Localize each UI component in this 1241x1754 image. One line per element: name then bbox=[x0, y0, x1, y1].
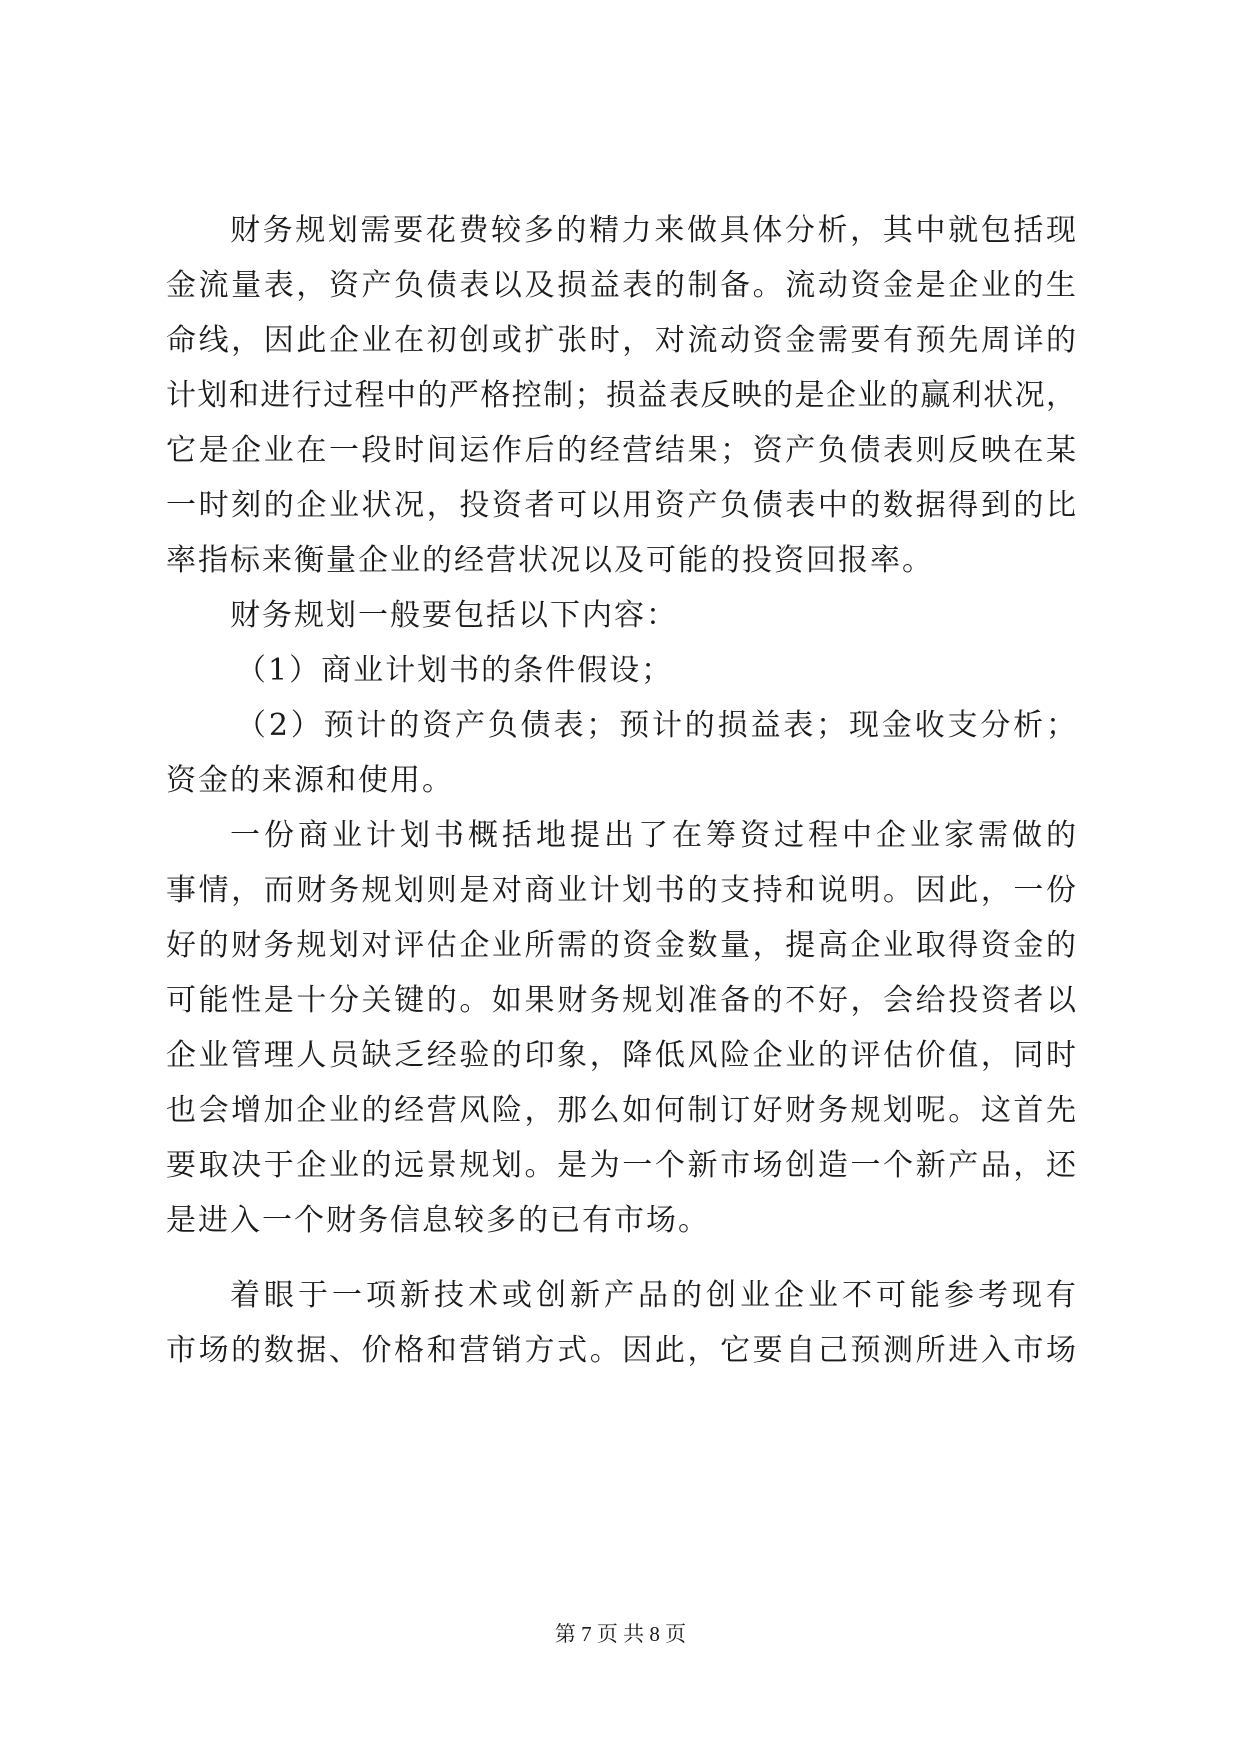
paragraph-3-line-1: 一份商业计划书概括地提出了在筹资过程中企业家需做的 bbox=[230, 818, 1076, 853]
page-number-footer: 第 7 页 共 8 页 bbox=[554, 1622, 687, 1646]
paragraph-4-line-2: 市场的数据、价格和营销方式。因此，它要自己预测所进入市场 bbox=[166, 1333, 1076, 1368]
paragraph-1-line-2: 金流量表，资产负债表以及损益表的制备。流动资金是企业的生 bbox=[166, 268, 1076, 303]
list-item-1: （1）商业计划书的条件假设； bbox=[236, 653, 674, 688]
paragraph-1-line-4: 计划和进行过程中的严格控制；损益表反映的是企业的赢利状况， bbox=[166, 378, 1076, 413]
paragraph-3-line-6: 也会增加企业的经营风险，那么如何制订好财务规划呢。这首先 bbox=[166, 1093, 1076, 1128]
paragraph-1-line-7: 率指标来衡量企业的经营状况以及可能的投资回报率。 bbox=[166, 543, 934, 578]
paragraph-3-line-7: 要取决于企业的远景规划。是为一个新市场创造一个新产品，还 bbox=[166, 1148, 1076, 1183]
paragraph-1-line-1: 财务规划需要花费较多的精力来做具体分析，其中就包括现 bbox=[230, 213, 1076, 248]
paragraph-4-line-1: 着眼于一项新技术或创新产品的创业企业不可能参考现有 bbox=[230, 1278, 1076, 1313]
paragraph-1-line-3: 命线，因此企业在初创或扩张时，对流动资金需要有预先周详的 bbox=[166, 323, 1076, 358]
paragraph-3-line-2: 事情，而财务规划则是对商业计划书的支持和说明。因此，一份 bbox=[166, 873, 1076, 908]
paragraph-1-line-6: 一时刻的企业状况，投资者可以用资产负债表中的数据得到的比 bbox=[166, 488, 1076, 523]
paragraph-2-line-1: 财务规划一般要包括以下内容： bbox=[230, 598, 678, 633]
paragraph-3-line-4: 可能性是十分关键的。如果财务规划准备的不好，会给投资者以 bbox=[166, 983, 1076, 1018]
paragraph-1-line-5: 它是企业在一段时间运作后的经营结果；资产负债表则反映在某 bbox=[166, 433, 1076, 468]
paragraph-3-line-3: 好的财务规划对评估企业所需的资金数量，提高企业取得资金的 bbox=[166, 928, 1076, 963]
list-item-2-line-2: 资金的来源和使用。 bbox=[166, 763, 454, 798]
list-item-2-line-1: （2）预计的资产负债表；预计的损益表；现金收支分析； bbox=[236, 708, 1076, 743]
paragraph-3-line-5: 企业管理人员缺乏经验的印象，降低风险企业的评估价值，同时 bbox=[166, 1038, 1076, 1073]
paragraph-3-line-8: 是进入一个财务信息较多的已有市场。 bbox=[166, 1203, 710, 1238]
